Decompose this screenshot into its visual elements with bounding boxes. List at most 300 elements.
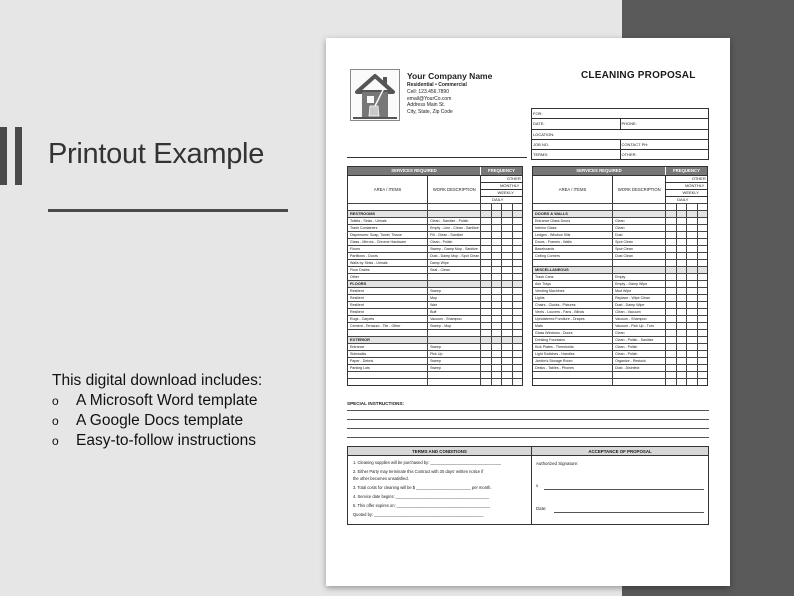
area-cell: Toilets - Sinks - Urinals (350, 219, 387, 223)
frequency-checkbox-cell (697, 274, 707, 280)
area-cell: Vents - Louvers - Fans - Blinds (535, 310, 585, 314)
frequency-checkbox-cell (676, 260, 686, 266)
header-rule (347, 157, 527, 158)
frequency-checkbox-cell (512, 267, 522, 273)
work-cell: Dust - Disinfect (612, 365, 665, 371)
frequency-checkbox-cell (676, 379, 686, 385)
frequency-checkbox-cell (697, 232, 707, 238)
frequency-checkbox-cell (480, 232, 490, 238)
frequency-checkbox-cell (501, 365, 511, 371)
area-cell (348, 330, 427, 336)
frequency-checkbox-cell (480, 330, 490, 336)
services-required-header: SERVICES REQUIRED (348, 167, 480, 175)
frequency-checkbox-cell (665, 232, 675, 238)
frequency-checkbox-cell (501, 211, 511, 217)
frequency-checkbox-cell (697, 295, 707, 301)
frequency-checkbox-cell (501, 274, 511, 280)
info-row (531, 109, 709, 119)
frequency-checkbox-cell (501, 330, 511, 336)
table-row (348, 343, 522, 350)
work-cell (612, 379, 665, 385)
terms-line: 3. Total costs for cleaning will be $ ________________________ per month. (353, 485, 492, 490)
frequency-checkbox-cell (697, 302, 707, 308)
frequency-checkbox-cell (665, 323, 675, 329)
frequency-checkbox-cell (686, 267, 696, 273)
area-cell: Cement - Terrazzo - Tile - Other (350, 324, 401, 328)
frequency-checkbox-cell (686, 316, 696, 322)
frequency-checkbox-cell (512, 281, 522, 287)
frequency-checkbox-cell (501, 337, 511, 343)
frequency-checkbox-cell (491, 372, 501, 378)
table-row (348, 301, 522, 308)
special-instructions-line (347, 428, 709, 429)
frequency-checkbox-cell (491, 358, 501, 364)
area-cell: Entrance Glass Doors (535, 219, 571, 223)
table-row (533, 217, 707, 224)
frequency-checkbox-cell (501, 372, 511, 378)
table-row (348, 350, 522, 357)
table-row (533, 231, 707, 238)
section-row (348, 280, 522, 287)
frequency-checkbox-cell (512, 225, 522, 231)
frequency-checkbox-cell (665, 211, 675, 217)
frequency-checkbox-cell (665, 330, 675, 336)
work-cell: Clean - Vacuum (612, 309, 665, 315)
area-cell: Other (350, 275, 359, 279)
frequency-option-label: MONTHLY (666, 183, 707, 190)
frequency-checkbox-cell (512, 204, 522, 210)
info-field-label: CONTACT PH: (620, 140, 709, 149)
frequency-checkbox-cell (697, 309, 707, 315)
table-row (348, 329, 522, 336)
frequency-checkbox-cell (491, 204, 501, 210)
frequency-checkbox-cell (665, 288, 675, 294)
area-cell: Janitor's Storage Room (535, 359, 573, 363)
info-field-label: LOCATION: (533, 131, 555, 137)
frequency-checkbox-cell (480, 379, 490, 385)
area-cell: Interior Glass (535, 226, 557, 230)
frequency-checkbox-cell (686, 295, 696, 301)
area-cell: MISCELLANEOUS (535, 267, 569, 272)
work-cell (427, 281, 480, 287)
frequency-checkbox-cell (697, 365, 707, 371)
frequency-checkbox-cell (512, 323, 522, 329)
title-underline (48, 209, 288, 212)
frequency-checkbox-cell (697, 379, 707, 385)
work-cell: Mod Wipe (612, 288, 665, 294)
area-cell: Trash Cans (535, 275, 554, 279)
frequency-checkbox-cell (480, 358, 490, 364)
frequency-checkbox-cell (480, 309, 490, 315)
table-row (348, 294, 522, 301)
terms-line: Quoted by: ________________________________________________ (353, 512, 484, 517)
signature-line (544, 489, 704, 490)
work-cell: Seal - Clean (427, 267, 480, 273)
frequency-option-label: WEEKLY (481, 190, 522, 197)
frequency-checkbox-cell (480, 267, 490, 273)
work-cell: Clean (612, 225, 665, 231)
work-cell: Clean - Polish (612, 351, 665, 357)
table-row (533, 280, 707, 287)
work-cell (427, 274, 480, 280)
terms-line: 1. Cleaning supplies will be purchased by: _______________________________ (353, 460, 501, 465)
info-field-label: DATE: (533, 121, 545, 127)
area-cell: Glass Windows - Doors (535, 331, 573, 335)
includes-heading: This digital download includes: (52, 372, 263, 389)
frequency-checkbox-cell (480, 372, 490, 378)
area-cell: Entrance (350, 345, 365, 349)
area-cell: Vending Machines (535, 289, 565, 293)
table-row (533, 308, 707, 315)
frequency-checkbox-cell (480, 218, 490, 224)
work-cell: Sweep (427, 344, 480, 350)
work-cell: Sweep (427, 365, 480, 371)
frequency-checkbox-cell (665, 372, 675, 378)
area-cell: Ledges - Window Sills (535, 233, 571, 237)
frequency-checkbox-cell (676, 211, 686, 217)
frequency-checkbox-cell (665, 218, 675, 224)
frequency-checkbox-cell (480, 365, 490, 371)
list-item-label: A Microsoft Word template (76, 392, 258, 409)
services-required-header: SERVICES REQUIRED (533, 167, 665, 175)
area-cell: Lights (535, 296, 545, 300)
table-row (533, 371, 707, 378)
work-cell: Clean - Polish (427, 239, 480, 245)
special-instructions-line (347, 437, 709, 438)
table-row (348, 259, 522, 266)
table-row (348, 273, 522, 280)
frequency-checkbox-cell (480, 302, 490, 308)
table-row (533, 238, 707, 245)
bullet-icon: o (52, 434, 59, 448)
date-label: Date: (536, 506, 547, 511)
table-row (533, 336, 707, 343)
section-row (348, 336, 522, 343)
company-tagline: Residential • Commercial (407, 82, 467, 88)
work-cell: Clean (612, 218, 665, 224)
frequency-checkbox-cell (686, 365, 696, 371)
frequency-checkbox-cell (697, 337, 707, 343)
frequency-checkbox-cell (512, 337, 522, 343)
frequency-checkbox-cell (676, 225, 686, 231)
table-row (348, 308, 522, 315)
frequency-checkbox-cell (665, 379, 675, 385)
frequency-checkbox-cell (686, 358, 696, 364)
frequency-checkbox-cell (480, 246, 490, 252)
frequency-checkbox-cell (686, 351, 696, 357)
list-item (52, 431, 262, 451)
services-table-right (532, 166, 708, 386)
frequency-checkbox-cell (491, 351, 501, 357)
frequency-checkbox-cell (512, 232, 522, 238)
frequency-checkbox-cell (697, 358, 707, 364)
frequency-checkbox-cell (686, 372, 696, 378)
frequency-checkbox-cell (512, 239, 522, 245)
info-field-label: JOB NO. (533, 141, 550, 147)
info-row (531, 150, 709, 160)
frequency-checkbox-cell (512, 316, 522, 322)
frequency-checkbox-cell (480, 316, 490, 322)
signature-x-label: x (536, 483, 539, 488)
column-header-row (348, 175, 522, 203)
frequency-checkbox-cell (676, 281, 686, 287)
frequency-option-label: DAILY (492, 197, 504, 202)
frequency-checkbox-cell (665, 204, 675, 210)
section-row (533, 210, 707, 217)
frequency-header: FREQUENCY (480, 167, 522, 175)
section-row (348, 210, 522, 217)
table-row (348, 238, 522, 245)
info-row (531, 130, 709, 140)
frequency-checkbox-cell (665, 253, 675, 259)
table-row (533, 259, 707, 266)
area-cell: FLOORS (350, 281, 367, 286)
work-cell: Sweep (427, 358, 480, 364)
info-field-label: OTHER: (620, 150, 709, 159)
frequency-checkbox-cell (676, 274, 686, 280)
info-field-label: PHONE: (620, 119, 709, 128)
frequency-checkbox-cell (501, 288, 511, 294)
frequency-checkbox-cell (491, 246, 501, 252)
frequency-checkbox-cell (501, 260, 511, 266)
frequency-checkbox-cell (697, 372, 707, 378)
table-row (348, 378, 522, 385)
terms-line: 5. This offer expires on: _________________________________________ (353, 503, 491, 508)
frequency-checkbox-cell (697, 267, 707, 273)
table-row (533, 329, 707, 336)
frequency-checkbox-cell (665, 337, 675, 343)
column-header-row (533, 175, 707, 203)
work-cell (427, 372, 480, 378)
frequency-checkbox-cell (665, 302, 675, 308)
frequency-checkbox-cell (501, 309, 511, 315)
area-cell: Upholstered Furniture - Drapes (535, 317, 585, 321)
frequency-checkbox-cell (480, 274, 490, 280)
frequency-checkbox-cell (676, 267, 686, 273)
work-cell: Fill - Clean - Sanitize (427, 232, 480, 238)
frequency-checkbox-cell (676, 365, 686, 371)
work-cell: Empty - Line - Clean - Sanitize (427, 225, 480, 231)
frequency-header: FREQUENCY (665, 167, 707, 175)
frequency-checkbox-cell (686, 330, 696, 336)
table-row (348, 287, 522, 294)
list-item-label: A Google Docs template (76, 412, 244, 429)
frequency-checkbox-cell (501, 232, 511, 238)
terms-line: 2. Either Party may terminate this Contract with 30 days' written notice if (353, 469, 484, 474)
table-row (348, 252, 522, 259)
work-cell (427, 337, 480, 343)
promo-title: Printout Example (48, 138, 265, 170)
frequency-checkbox-cell (665, 281, 675, 287)
proposal-document (326, 38, 730, 586)
area-cell: Floors (350, 247, 360, 251)
table-row (533, 287, 707, 294)
frequency-checkbox-cell (501, 281, 511, 287)
frequency-checkbox-cell (686, 288, 696, 294)
frequency-checkbox-cell (501, 316, 511, 322)
frequency-checkbox-cell (491, 274, 501, 280)
table-row (348, 315, 522, 322)
frequency-checkbox-cell (686, 274, 696, 280)
table-row (533, 315, 707, 322)
area-cell: Partitions - Doors (350, 254, 378, 258)
frequency-checkbox-cell (491, 281, 501, 287)
info-row (531, 140, 709, 150)
frequency-checkbox-cell (480, 211, 490, 217)
area-cell: RESTROOMS (350, 211, 376, 216)
table-row (533, 224, 707, 231)
info-field-label: TERMS: (533, 152, 549, 158)
work-cell: Spot Clean (612, 246, 665, 252)
work-cell: Sweep (427, 288, 480, 294)
frequency-checkbox-cell (697, 351, 707, 357)
table-row (533, 343, 707, 350)
area-cell: Kick Plates - Thresholds (535, 345, 574, 349)
frequency-checkbox-cell (512, 365, 522, 371)
frequency-checkbox-cell (676, 246, 686, 252)
frequency-checkbox-cell (686, 232, 696, 238)
decorative-bar (15, 127, 22, 185)
frequency-checkbox-cell (697, 211, 707, 217)
acceptance-of-proposal (532, 446, 709, 525)
frequency-checkbox-cell (501, 246, 511, 252)
frequency-checkbox-cell (512, 358, 522, 364)
frequency-checkbox-cell (501, 358, 511, 364)
work-cell: Dust Clean (612, 253, 665, 259)
frequency-checkbox-cell (512, 218, 522, 224)
work-cell (612, 372, 665, 378)
frequency-checkbox-cell (491, 211, 501, 217)
table-row (348, 371, 522, 378)
terms-line: 4. Service date begins: _________________________________________ (353, 494, 490, 499)
area-cell: Floor Drains (350, 268, 370, 272)
frequency-checkbox-cell (697, 246, 707, 252)
area-cell (533, 379, 612, 385)
frequency-checkbox-cell (501, 267, 511, 273)
frequency-checkbox-cell (491, 232, 501, 238)
frequency-option-label: OTHER (666, 176, 707, 183)
house-broom-icon (350, 69, 400, 121)
info-field-label: FOR: (533, 111, 543, 116)
work-cell: Clean - Sanitize - Polish (427, 218, 480, 224)
frequency-checkbox-cell (676, 253, 686, 259)
decorative-bar (0, 127, 7, 185)
frequency-checkbox-cell (491, 267, 501, 273)
area-cell: DOORS & WALLS (535, 211, 568, 216)
work-cell: Organize - Restock (612, 358, 665, 364)
frequency-checkbox-cell (665, 239, 675, 245)
frequency-checkbox-cell (512, 211, 522, 217)
work-cell: Dust (612, 232, 665, 238)
frequency-checkbox-cell (676, 204, 686, 210)
frequency-checkbox-cell (512, 260, 522, 266)
frequency-checkbox-cell (697, 281, 707, 287)
info-row (531, 119, 709, 129)
work-cell (427, 204, 480, 210)
frequency-options (480, 176, 522, 203)
area-cell (533, 204, 612, 210)
frequency-checkbox-cell (512, 344, 522, 350)
table-row (348, 357, 522, 364)
frequency-checkbox-cell (676, 330, 686, 336)
frequency-checkbox-cell (480, 204, 490, 210)
frequency-checkbox-cell (491, 239, 501, 245)
area-cell: Paper - Debris (350, 359, 374, 363)
work-cell (612, 260, 665, 266)
frequency-checkbox-cell (480, 239, 490, 245)
frequency-checkbox-cell (491, 218, 501, 224)
frequency-checkbox-cell (697, 316, 707, 322)
frequency-checkbox-cell (480, 337, 490, 343)
includes-block (52, 371, 262, 451)
frequency-checkbox-cell (491, 225, 501, 231)
table-row (533, 357, 707, 364)
work-cell: Dust - Damp Mop - Spot Clean (427, 253, 480, 259)
frequency-checkbox-cell (491, 295, 501, 301)
frequency-checkbox-cell (491, 288, 501, 294)
area-cell: Trash Containers (350, 226, 378, 230)
work-cell: Replace - Wipe Clean (612, 295, 665, 301)
frequency-checkbox-cell (686, 379, 696, 385)
frequency-checkbox-cell (665, 260, 675, 266)
frequency-options (665, 176, 707, 203)
frequency-checkbox-cell (686, 218, 696, 224)
work-cell: Clean - Polish - Sanitize (612, 337, 665, 343)
frequency-checkbox-cell (491, 260, 501, 266)
terms-line: the other becomes unsatisfied. (353, 476, 409, 481)
includes-list (52, 391, 262, 451)
acceptance-header: ACCEPTANCE OF PROPOSAL (532, 447, 708, 456)
table-row (533, 294, 707, 301)
frequency-checkbox-cell (480, 253, 490, 259)
area-cell: Baseboards (535, 247, 555, 251)
frequency-checkbox-cell (501, 379, 511, 385)
frequency-checkbox-cell (501, 225, 511, 231)
frequency-checkbox-cell (665, 267, 675, 273)
frequency-checkbox-cell (480, 351, 490, 357)
frequency-checkbox-cell (480, 281, 490, 287)
work-cell: Clean - Polish (612, 344, 665, 350)
frequency-option-label: WEEKLY (666, 190, 707, 197)
frequency-option-label: OTHER (481, 176, 522, 183)
frequency-checkbox-cell (491, 365, 501, 371)
area-cell: Ceiling Corners (535, 254, 560, 258)
table-row (533, 301, 707, 308)
company-name: Your Company Name (407, 71, 493, 81)
table-row (348, 203, 522, 210)
frequency-checkbox-cell (676, 239, 686, 245)
frequency-checkbox-cell (697, 239, 707, 245)
frequency-checkbox-cell (512, 351, 522, 357)
frequency-checkbox-cell (676, 372, 686, 378)
frequency-checkbox-cell (665, 246, 675, 252)
work-description-header: WORK DESCRIPTION (427, 176, 480, 203)
frequency-checkbox-cell (491, 309, 501, 315)
frequency-checkbox-cell (501, 344, 511, 350)
frequency-checkbox-cell (697, 330, 707, 336)
list-item (52, 391, 262, 411)
frequency-checkbox-cell (676, 316, 686, 322)
frequency-checkbox-cell (697, 225, 707, 231)
frequency-checkbox-cell (665, 274, 675, 280)
frequency-checkbox-cell (686, 337, 696, 343)
frequency-checkbox-cell (697, 253, 707, 259)
table-row (533, 252, 707, 259)
area-cell (533, 260, 612, 266)
frequency-checkbox-cell (697, 260, 707, 266)
work-cell: Empty - Damp Wipe (612, 281, 665, 287)
table-row (533, 322, 707, 329)
